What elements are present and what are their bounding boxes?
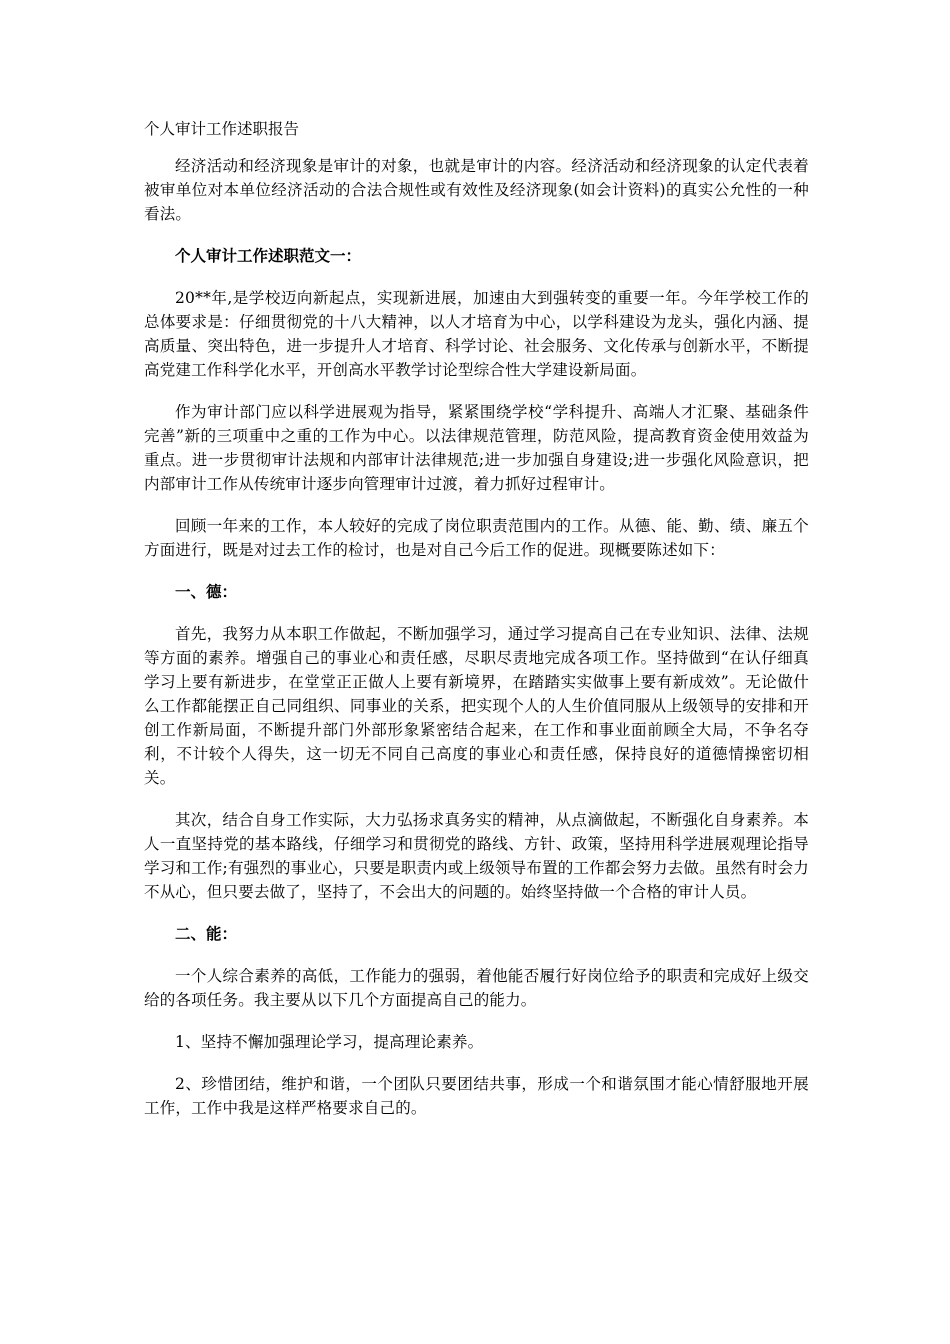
section-heading-virtue: 一、德： — [175, 582, 238, 601]
body-paragraph: 一个人综合素养的高低，工作能力的强弱，着他能否履行好岗位给予的职责和完成好上级交给的各项任务。我主要从以下几个方面提高自己的能力。 — [144, 967, 809, 1009]
body-paragraph: 首先，我努力从本职工作做起，不断加强学习，通过学习提高自己在专业知识、法律、法规等方面的素养。增强自己的事业心和责任感，尽职尽责地完成各项工作。坚持做到“在认仔细真学习上要有新进步，在堂堂正正做人上要有新境界，在踏踏实实做事上要有新成效”。无论做什么工作都能摆正自己同组织、同事业的关系，把实现个人的人生价值同服从上级领导的安排和开创工作新局面，不断提升部门外部形象紧密结合起来，在工作和事业面前顾全大局，不争名夺利，不计较个人得失，这一切无不同自己高度的事业心和责任感，保持良好的道德情操密切相关。 — [144, 625, 809, 787]
body-paragraph: 回顾一年来的工作，本人较好的完成了岗位职责范围内的工作。从德、能、勤、绩、廉五个方面进行，既是对过去工作的检讨，也是对自己今后工作的促进。现概要陈述如下： — [144, 517, 809, 559]
intro-paragraph: 经济活动和经济现象是审计的对象，也就是审计的内容。经济活动和经济现象的认定代表着被审单位对本单位经济活动的合法合规性或有效性及经济现象(如会计资料)的真实公允性的一种看法。 — [144, 157, 809, 223]
section-heading-sample-one: 个人审计工作述职范文一： — [175, 246, 362, 265]
list-item-paragraph: 1、坚持不懈加强理论学习，提高理论素养。 — [175, 1033, 484, 1051]
body-paragraph: 其次，结合自身工作实际，大力弘扬求真务实的精神，从点滴做起，不断强化自身素养。本人一直坚持党的基本路线，仔细学习和贯彻党的路线、方针、政策，坚持用科学进展观理论指导学习和工作;有强烈的事业心，只要是职责内或上级领导布置的工作都会努力去做。虽然有时会力不从心，但只要去做了，坚持了，不会出大的问题的。始终坚持做一个合格的审计人员。 — [144, 811, 809, 901]
section-heading-ability: 二、能： — [175, 924, 238, 943]
document-title: 个人审计工作述职报告 — [144, 120, 300, 138]
list-item-paragraph: 2、珍惜团结，维护和谐，一个团队只要团结共事，形成一个和谐氛围才能心情舒服地开展工作，工作中我是这样严格要求自己的。 — [144, 1075, 809, 1117]
body-paragraph: 作为审计部门应以科学进展观为指导，紧紧围绕学校“学科提升、高端人才汇聚、基础条件完善”新的三项重中之重的工作为中心。以法律规范管理，防范风险，提高教育资金使用效益为重点。进一步贯彻审计法规和内部审计法律规范;进一步加强自身建设;进一步强化风险意识，把内部审计工作从传统审计逐步向管理审计过渡，着力抓好过程审计。 — [144, 403, 809, 493]
document-page — [144, 117, 809, 1138]
body-paragraph: 20**年,是学校迈向新起点，实现新进展，加速由大到强转变的重要一年。今年学校工作的总体要求是：仔细贯彻党的十八大精神，以人才培育为中心，以学科建设为龙头，强化内涵、提高质量、突出特色，进一步提升人才培育、科学讨论、社会服务、文化传承与创新水平，不断提高党建工作科学化水平，开创高水平教学讨论型综合性大学建设新局面。 — [144, 289, 809, 379]
